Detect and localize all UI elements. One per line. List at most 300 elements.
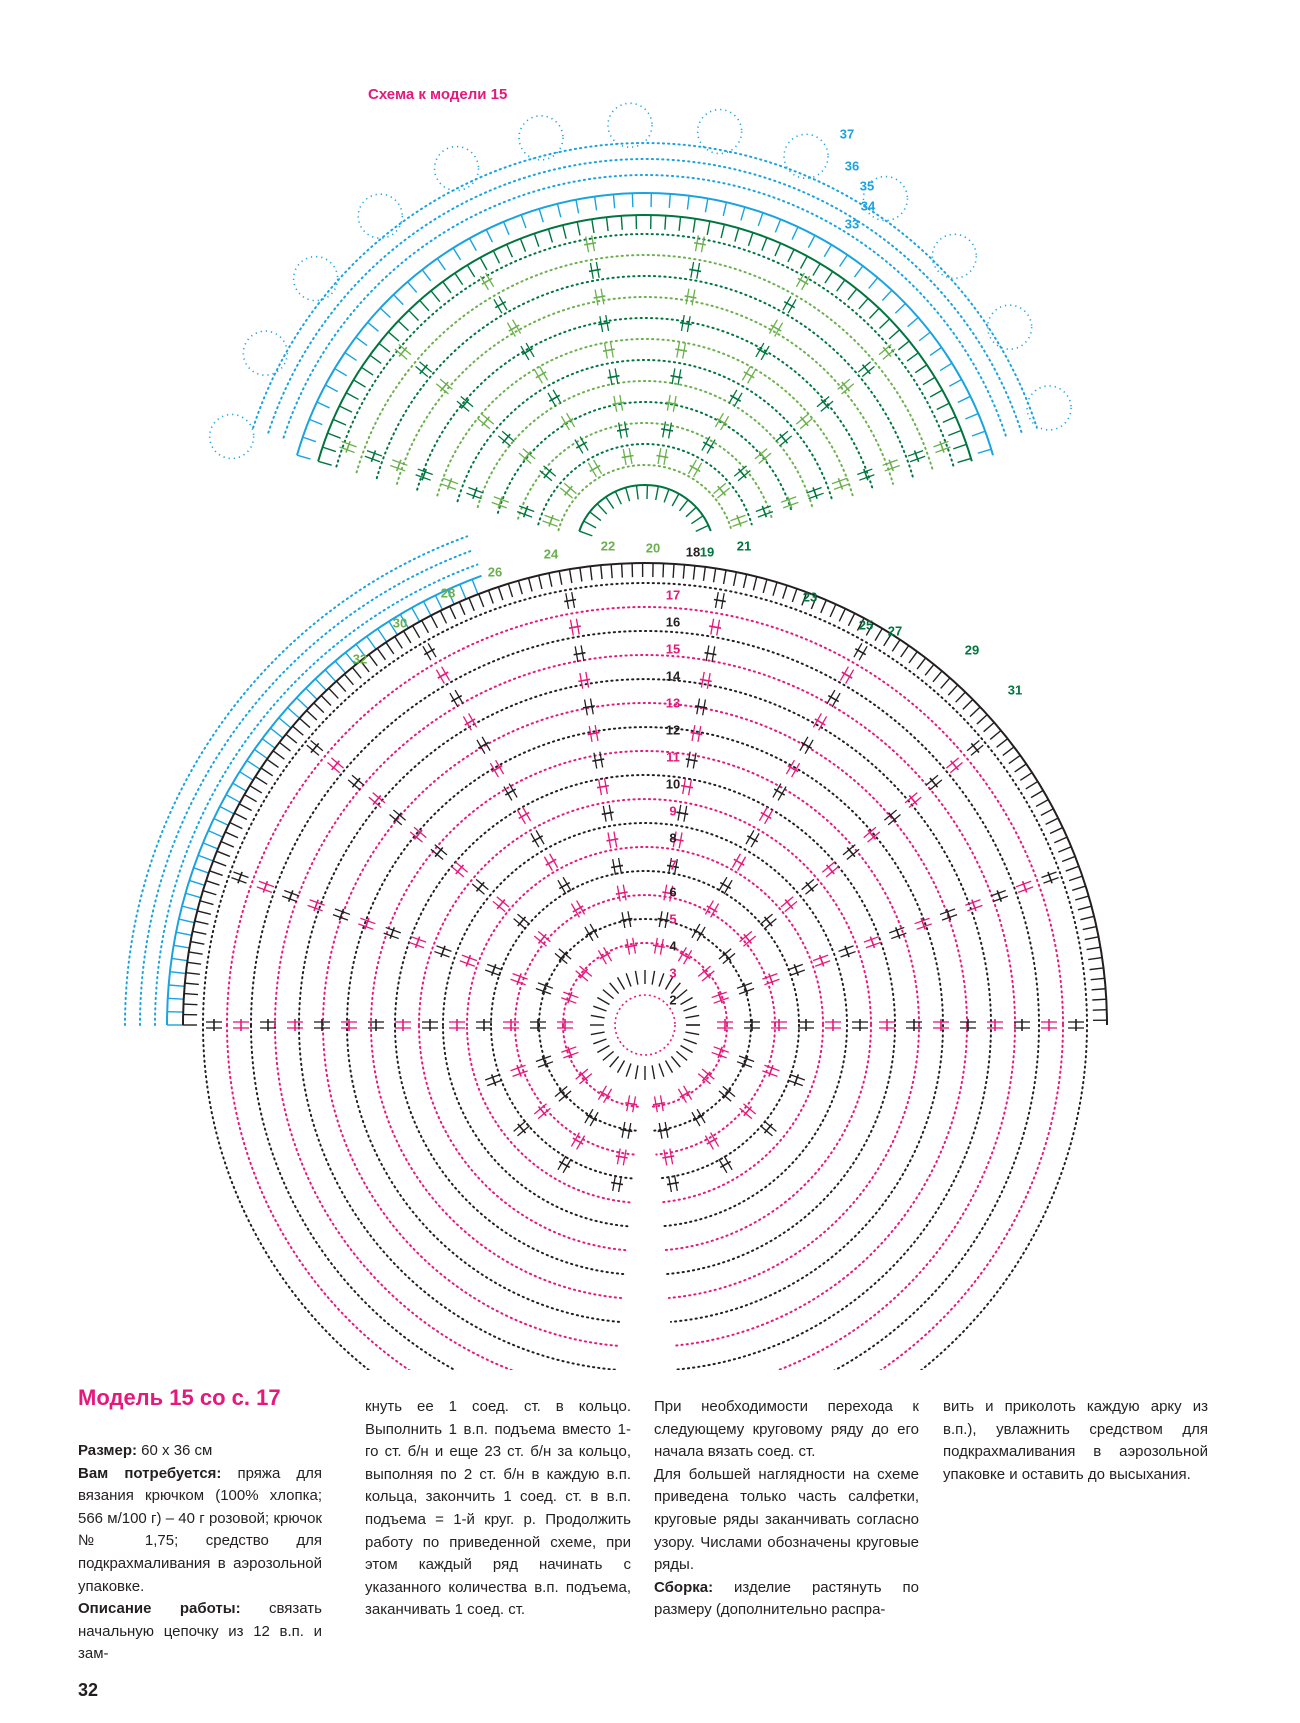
lower-rib-fan: [854, 643, 862, 657]
lower-round-bottom: [227, 1025, 609, 1370]
upper-blue-round: [253, 143, 1037, 428]
lower-blue-stitch-ring: [270, 728, 283, 738]
lower-round-bottom: [347, 1025, 619, 1322]
upper-green-stitch-ring: [907, 353, 918, 361]
upper-center-ring: [615, 492, 621, 505]
upper-green-stitch-ring: [788, 249, 794, 262]
lower-black-stitch-ring: [307, 711, 317, 721]
upper-blue-stitch-ring: [557, 204, 560, 218]
lower-round-bottom: [275, 1025, 613, 1370]
lower-rib-fan-bottom: [724, 1156, 732, 1170]
upper-blue-stitch-ring: [335, 369, 347, 376]
upper-rib-fan: [494, 299, 502, 313]
lower-round: [515, 895, 775, 1025]
lower-black-stitch-ring: [539, 575, 542, 589]
lower-rib-fan: [676, 812, 688, 814]
lower-rib-fan: [692, 924, 700, 938]
lower-rib-fan: [686, 759, 698, 761]
row-label-19: 19: [699, 544, 715, 560]
lower-rib-fan: [732, 854, 740, 868]
row-label-4: 4: [669, 938, 677, 954]
size-text: 60 x 36 см: [137, 1442, 213, 1459]
lower-blue-stitch-ring: [412, 608, 420, 622]
upper-rib-fan: [661, 429, 673, 431]
chart-caption: Схема к модели 15: [368, 86, 508, 103]
upper-green-stitch-ring: [346, 393, 358, 400]
center-ring: [671, 1056, 680, 1067]
lower-black-stitch-ring: [230, 822, 243, 828]
lower-black-stitch-ring: [450, 606, 456, 619]
lower-black-stitch-ring: [580, 568, 582, 582]
lower-black-stitch-ring: [1090, 968, 1104, 970]
upper-center-ring-line: [579, 485, 711, 531]
lower-black-stitch-ring: [498, 587, 502, 600]
lower-blue-stitch-ring: [233, 783, 247, 791]
lower-round-bottom: [491, 1025, 632, 1178]
lower-rib-fan: [800, 737, 808, 751]
lower-black-stitch-ring: [743, 574, 746, 588]
lower-black-stitch-ring: [990, 731, 1001, 740]
upper-green-stitch-ring: [507, 244, 513, 257]
upper-green-stitch-ring: [930, 390, 942, 397]
lower-rib-fan: [436, 670, 444, 684]
upper-green-stitch-ring: [328, 433, 341, 438]
lower-black-stitch-ring: [273, 751, 284, 759]
upper-blue-stitch-ring: [613, 194, 614, 208]
center-ring: [681, 1046, 693, 1053]
lower-round-bottom: [251, 1025, 611, 1370]
assembly-text: изделие растянуть по размеру (дополнительно распра-: [654, 1578, 919, 1619]
upper-green-round: [357, 255, 934, 472]
upper-green-stitch-ring: [801, 256, 808, 268]
upper-green-stitch-ring: [493, 251, 499, 264]
lower-black-stitch-ring: [611, 564, 612, 578]
row-label-13: 13: [665, 695, 681, 711]
upper-green-stitch-ring: [370, 355, 381, 363]
lower-round-bottom: [661, 1025, 823, 1202]
lower-rib-fan: [536, 830, 544, 844]
lower-black-stitch-ring: [200, 901, 213, 905]
lower-black-stitch-ring: [1036, 800, 1048, 807]
lower-rib-fan: [840, 667, 848, 681]
upper-blue-stitch-ring: [792, 227, 798, 240]
row-label-18: 18: [685, 544, 701, 560]
upper-rib-fan: [729, 390, 737, 404]
lower-black-stitch-ring: [286, 734, 297, 743]
center-ring: [652, 971, 654, 985]
upper-green-round: [518, 423, 772, 519]
lower-black-stitch-ring: [413, 626, 420, 638]
lower-rib-fan: [859, 646, 867, 660]
lower-black-stitch-ring: [234, 813, 246, 819]
upper-center-ring: [590, 512, 601, 521]
lower-rib-fan-bottom: [577, 1136, 585, 1150]
lower-round-bottom: [681, 1025, 1063, 1370]
upper-rib-fan: [612, 402, 624, 404]
center-ring: [635, 971, 637, 985]
upper-green-stitch-ring: [534, 234, 539, 247]
lower-rib-fan: [738, 857, 746, 871]
lower-blue-stitch-ring: [182, 906, 197, 910]
upper-blue-stitch-ring: [504, 222, 509, 235]
row-label-6: 6: [669, 884, 677, 900]
lower-rib-fan: [550, 854, 558, 868]
upper-green-stitch-ring: [693, 219, 695, 233]
upper-green-stitch-ring: [707, 221, 710, 235]
lower-black-stitch-ring: [206, 881, 219, 885]
row-label-28: 28: [440, 585, 456, 601]
lower-black-stitch-ring: [703, 567, 705, 581]
upper-rib-fan: [748, 369, 756, 383]
lower-rib-fan: [759, 807, 767, 821]
upper-rib-fan: [584, 243, 596, 245]
lower-black-stitch-ring: [255, 777, 267, 785]
lower-round-bottom: [395, 1025, 623, 1274]
row-label-12: 12: [665, 722, 681, 738]
lower-black-stitch-ring: [875, 629, 882, 641]
row-label-27: 27: [887, 623, 903, 639]
lower-rib-fan: [558, 880, 566, 894]
lower-rib-fan: [746, 830, 754, 844]
upper-rib-fan: [589, 269, 601, 271]
row-label-24: 24: [543, 546, 559, 562]
upper-blue-stitch-ring: [758, 213, 763, 226]
lower-black-stitch-ring: [830, 604, 836, 617]
upper-green-stitch-ring: [592, 219, 594, 233]
size-label: Размер:: [78, 1442, 138, 1459]
lower-rib-fan: [724, 880, 732, 894]
lower-black-stitch-ring: [314, 703, 324, 713]
lower-rib-fan-bottom: [611, 1183, 623, 1185]
row-label-31: 31: [1007, 682, 1023, 698]
upper-scallop: [988, 305, 1032, 349]
upper-blue-stitch-ring: [940, 363, 952, 370]
upper-blue-stitch-ring: [521, 215, 526, 228]
upper-rib-fan: [608, 376, 620, 378]
center-ring: [684, 1006, 697, 1011]
upper-blue-stitch-ring: [595, 197, 597, 211]
upper-blue-round: [268, 159, 1021, 433]
materials-text: пряжа для вязания крючком (100% хлопка; 566 м/100 г) – 40 г розовой; крючок № 1,75; средство для подкрахмаливания в аэрозольной упаковке.: [78, 1464, 322, 1595]
upper-scallop: [784, 134, 828, 178]
upper-rib-fan: [594, 460, 602, 474]
upper-blue-stitch-ring: [453, 248, 460, 260]
lower-black-stitch-ring: [395, 637, 403, 649]
upper-rib-fan: [685, 296, 697, 298]
lower-black-stitch-ring: [431, 616, 437, 628]
upper-blue-stitch-ring: [882, 290, 892, 300]
lower-black-stitch-ring: [590, 566, 592, 580]
lower-black-stitch-ring: [734, 572, 737, 586]
lower-rib-fan: [531, 833, 539, 847]
lower-rib-fan: [681, 786, 693, 788]
lower-black-stitch-ring: [909, 652, 917, 663]
upper-blue-stitch-ring: [539, 209, 543, 222]
lower-black-stitch-ring: [279, 742, 290, 751]
upper-green-stitch-ring: [958, 458, 971, 462]
lower-blue-stitch-ring: [240, 772, 254, 780]
lower-black-stitch-ring: [184, 994, 198, 995]
lower-blue-stitch-ring: [472, 579, 478, 594]
text-column-2: [365, 1396, 631, 1622]
lower-black-stitch-ring: [1075, 896, 1088, 900]
lower-black-stitch-ring: [1020, 773, 1032, 781]
lower-black-stitch-ring: [221, 842, 234, 848]
upper-center-ring: [584, 521, 596, 528]
lower-black-stitch-ring: [186, 973, 200, 975]
upper-blue-stitch-ring: [576, 200, 579, 214]
row-label-23: 23: [802, 589, 818, 605]
text-column-3: [654, 1396, 919, 1622]
row-label-29: 29: [964, 642, 980, 658]
lower-black-stitch-ring: [193, 931, 207, 934]
lower-blue-stitch-ring: [189, 880, 204, 885]
lower-black-stitch-ring: [839, 609, 845, 622]
upper-rib-fan: [688, 460, 696, 474]
upper-rib-fan: [553, 390, 561, 404]
lower-rib-fan-bottom: [719, 1159, 727, 1173]
lower-black-stitch-ring: [469, 598, 474, 611]
lower-blue-stitch-ring: [306, 688, 317, 699]
center-ring: [603, 1051, 614, 1060]
upper-blue-stitch-ring: [741, 207, 745, 220]
upper-green-stitch-ring: [889, 330, 899, 339]
center-ring: [659, 973, 664, 986]
lower-black-stitch-ring: [997, 739, 1008, 748]
lower-rib-fan-bottom: [662, 1156, 674, 1158]
upper-rib-fan: [580, 437, 588, 451]
lower-round-bottom: [563, 1025, 638, 1107]
lower-black-stitch-ring: [336, 681, 345, 691]
lower-blue-stitch-ring: [168, 998, 184, 999]
lower-round: [251, 631, 1039, 1025]
lower-round-bottom: [667, 1025, 895, 1274]
center-ring: [591, 1015, 605, 1017]
upper-blue-stitch-ring: [949, 379, 961, 386]
lower-blue-stitch-ring: [460, 584, 466, 599]
upper-blue-stitch-ring: [345, 353, 357, 361]
upper-rib-fan: [721, 416, 729, 430]
text-column-1: [78, 1440, 322, 1666]
lower-black-stitch-ring: [459, 602, 465, 615]
upper-green-stitch-ring: [953, 444, 966, 449]
lower-rib-fan: [805, 740, 813, 754]
upper-blue-stitch-ring: [840, 255, 848, 267]
text-column-4: [943, 1396, 1208, 1486]
lower-round-bottom: [323, 1025, 617, 1346]
upper-blue-stitch-ring: [669, 194, 670, 208]
lower-black-stitch-ring: [217, 851, 230, 856]
upper-scallop: [932, 234, 976, 278]
upper-rib-fan: [567, 413, 575, 427]
lower-blue-stitch-ring: [288, 708, 300, 719]
lower-black-stitch-ring: [941, 678, 950, 689]
upper-blue-stitch-ring: [869, 278, 878, 289]
lower-rib-fan: [455, 690, 463, 704]
lower-round-bottom: [658, 1025, 799, 1178]
lower-rib-fan: [477, 740, 485, 754]
upper-green-stitch-ring: [880, 319, 890, 329]
lower-rib-fan: [616, 892, 628, 894]
row-label-8: 8: [669, 830, 677, 846]
upper-rib-fan: [788, 299, 796, 313]
upper-blue-stitch-ring: [965, 414, 978, 419]
upper-green-stitch-ring: [869, 308, 879, 318]
upper-green-stitch-ring: [409, 310, 419, 320]
upper-green-stitch-ring: [665, 216, 666, 230]
lower-rib-fan: [697, 927, 705, 941]
row-label-9: 9: [669, 803, 677, 819]
upper-green-stitch-ring: [813, 264, 820, 276]
lower-black-stitch-ring: [1066, 866, 1079, 871]
lower-black-stitch-ring: [244, 795, 256, 802]
row-label-7: 7: [669, 857, 677, 873]
lower-black-stitch-ring: [1069, 876, 1082, 881]
upper-blue-stitch-ring: [824, 245, 831, 257]
upper-blue-stitch-ring: [309, 419, 322, 424]
upper-center-ring: [691, 516, 703, 524]
lower-black-stitch-ring: [773, 582, 777, 595]
upper-blue-stitch-ring: [325, 385, 337, 392]
upper-blue-stitch-ring: [705, 198, 707, 212]
upper-blue-stitch-ring: [972, 431, 985, 436]
upper-scallop: [435, 147, 479, 191]
lower-rib-fan-bottom: [563, 1159, 571, 1173]
row-label-16: 16: [665, 614, 681, 630]
center-ring: [676, 990, 687, 999]
upper-rib-fan: [548, 393, 556, 407]
row-label-33: 33: [844, 216, 860, 232]
upper-green-stitch-ring: [520, 239, 525, 252]
lower-rib-fan: [604, 947, 612, 961]
upper-blue-stitch-ring: [380, 308, 390, 318]
upper-rib-fan: [689, 269, 701, 271]
upper-rib-fan: [603, 349, 615, 351]
lower-blue-stitch-ring: [214, 818, 228, 825]
lower-rib-fan: [592, 759, 604, 761]
lower-blue-round: [155, 565, 477, 1025]
upper-rib-fan: [594, 296, 606, 298]
upper-green-stitch-ring: [443, 282, 451, 293]
lower-rib-fan: [450, 693, 458, 707]
lower-blue-stitch-ring: [297, 698, 309, 709]
upper-green-stitch-ring: [848, 289, 857, 300]
upper-green-stitch-ring: [361, 367, 373, 375]
upper-scallop: [608, 103, 652, 147]
center-ring: [666, 1061, 673, 1073]
upper-green-stitch-ring: [948, 430, 961, 435]
lower-rib-fan: [765, 810, 773, 824]
lower-black-stitch-ring: [970, 707, 980, 717]
upper-green-round: [437, 339, 852, 495]
upper-center-ring: [679, 500, 688, 511]
upper-scallop: [294, 257, 338, 301]
lower-blue-stitch-ring: [208, 831, 223, 838]
lower-rib-fan: [846, 670, 854, 684]
lower-rib-fan: [778, 787, 786, 801]
center-ring: [610, 1056, 619, 1067]
lower-black-stitch-ring: [329, 688, 339, 698]
upper-blue-stitch-ring: [908, 318, 919, 327]
lower-blue-stitch-ring: [262, 739, 275, 749]
lower-rib-fan: [598, 950, 606, 964]
upper-rib-fan: [671, 376, 683, 378]
lower-black-stitch-ring: [1050, 828, 1063, 834]
upper-rib-fan: [783, 296, 791, 310]
lower-black-stitch-ring: [352, 667, 361, 678]
row-label-10: 10: [665, 776, 681, 792]
lower-blue-stitch-ring: [198, 855, 213, 861]
lower-black-stitch-ring: [518, 581, 522, 594]
lower-black-stitch-ring: [344, 674, 353, 685]
lower-blue-stitch-ring: [335, 661, 345, 673]
description-text: связать начальную цепочку из 12 в.п. и зам-: [78, 1600, 322, 1663]
upper-green-stitch-ring: [915, 365, 927, 373]
upper-rib-fan: [622, 455, 634, 457]
upper-green-stitch-ring: [748, 233, 752, 246]
lower-black-stitch-ring: [489, 590, 494, 603]
row-label-5: 5: [669, 911, 677, 927]
upper-green-stitch-ring: [323, 447, 336, 451]
upper-scallop: [1027, 386, 1071, 430]
lower-black-stitch-ring: [1062, 856, 1075, 861]
lower-black-stitch-ring: [1009, 755, 1020, 763]
upper-green-stitch-ring: [398, 321, 408, 331]
lower-black-stitch-ring: [377, 648, 385, 659]
lower-round: [467, 847, 823, 1025]
lower-rib-fan: [563, 877, 571, 891]
upper-green-stitch-ring: [775, 243, 781, 256]
upper-blue-stitch-ring: [808, 235, 815, 247]
upper-center-ring: [579, 531, 592, 536]
lower-black-stitch-ring: [848, 613, 854, 625]
center-ring: [597, 1046, 609, 1053]
article-title: Модель 15 со с. 17: [78, 1385, 281, 1410]
center-ring: [618, 1061, 625, 1073]
lower-black-stitch-ring: [559, 571, 562, 585]
lower-black-stitch-ring: [213, 861, 226, 866]
upper-blue-stitch-ring: [469, 238, 476, 250]
row-label-17: 17: [665, 587, 681, 603]
lower-black-stitch-ring-line: [183, 563, 1107, 1025]
center-ring: [591, 1032, 605, 1034]
lower-black-stitch-ring: [267, 759, 278, 767]
upper-scallop: [210, 414, 254, 458]
lower-blue-stitch-ring: [179, 919, 195, 923]
lower-black-stitch-ring: [225, 832, 238, 838]
lower-black-stitch-ring: [529, 578, 533, 592]
round-transition-text: При необходимости перехода к следующему круговому ряду до его начала вязать соед. ст.: [654, 1398, 919, 1461]
upper-blue-stitch-ring: [297, 455, 310, 459]
lower-round: [419, 799, 871, 1025]
lower-black-stitch-ring: [189, 952, 203, 954]
lower-black-stitch-ring: [422, 621, 429, 633]
upper-green-stitch-ring: [379, 343, 390, 352]
upper-green-stitch-ring: [721, 224, 724, 238]
upper-blue-stitch-ring: [978, 449, 991, 453]
lower-black-stitch-ring: [1091, 978, 1105, 979]
lower-rib-fan: [602, 812, 614, 814]
lower-blue-stitch-ring: [220, 807, 234, 814]
upper-rib-fan: [486, 273, 494, 287]
lower-rib-fan: [523, 807, 531, 821]
upper-scallop: [358, 194, 402, 238]
lower-rib-fan: [751, 833, 759, 847]
row-label-32: 32: [352, 651, 368, 667]
row-label-20: 20: [645, 540, 661, 556]
lower-black-stitch-ring: [622, 564, 623, 578]
upper-blue-stitch-ring: [317, 402, 330, 408]
